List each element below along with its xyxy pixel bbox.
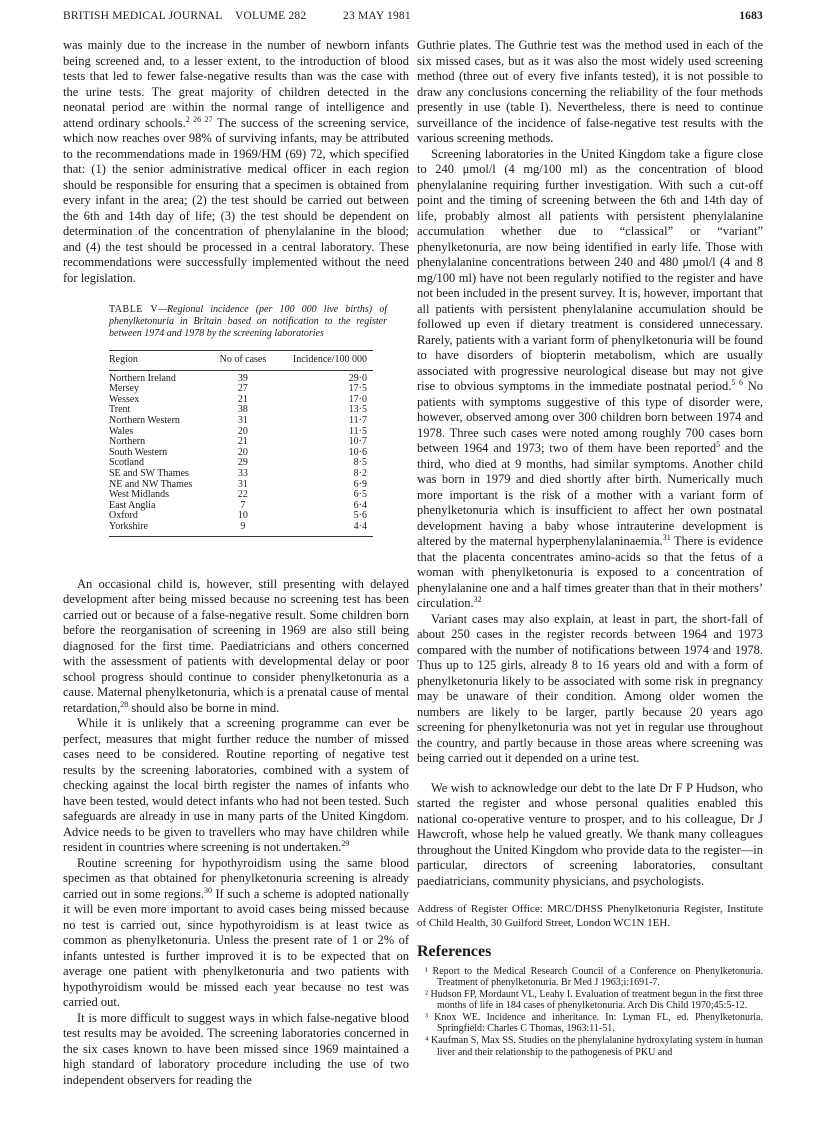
paragraph: It is more difficult to suggest ways in which false-negative blood test results may be avoided. The screening laboratories concerned in the six cases known to have been missed since 1969 maintained a high standard of laboratory procedure including the use of two independent observers for reading the bbox=[63, 1010, 409, 1087]
paragraph: was mainly due to the increase in the number of newborn infants being screened and, to a lesser extent, to the introduction of blood tests that led to fewer false-negative results than was the case with the urine tests. The great majority of children detected in the neonatal period are within the normal range of intelligence and attend ordinary schools.$^{2 26 27}$ The success of the screening service, which now reaches over 98% of surviving infants, may be attributed to the recommendations made in 1969/HM (69) 72, which specified that: (1) the senior administrative medical officer in each region should be responsible for ensuring that a specimen is obtained from every infant in the area; (2) the test should be carried out between the 6th and 14th day of life; (3) the test should be dependent on determination of the concentration of phenylalanine in the blood; and (4) the test should be processed in a central laboratory. These recommendations were successfully implemented without the need for legislation. bbox=[63, 38, 409, 285]
running-header bbox=[63, 10, 763, 32]
region-cell: Scotland bbox=[109, 457, 144, 469]
incidence-cell: 17·5 bbox=[348, 383, 367, 395]
cases-cell: 33 bbox=[237, 467, 248, 479]
region-cell: SE and SW Thames bbox=[109, 467, 189, 479]
incidence-cell: 6·4 bbox=[353, 499, 367, 511]
incidence-cell: 8·5 bbox=[353, 457, 367, 469]
column-header: No of cases bbox=[214, 351, 273, 371]
incidence-table bbox=[109, 350, 373, 537]
references-heading: References bbox=[417, 943, 492, 960]
incidence-cell: 10·7 bbox=[348, 436, 367, 448]
incidence-cell: 10·6 bbox=[348, 446, 367, 458]
cases-cell: 31 bbox=[237, 414, 248, 426]
cases-cell: 21 bbox=[237, 436, 248, 448]
incidence-cell: 6·9 bbox=[353, 478, 367, 490]
reference-item: ³ Knox WE. Incidence and inheritance. In: Lyman FL, ed. Phenylketonuria. Springfield: Charles C Thomas, 1963:11-51. bbox=[425, 1011, 763, 1035]
paragraph: An occasional child is, however, still presenting with delayed development after being missed because no screening test has been carried out or because of a false-negative result. Some children born before the reorganisation of screening in 1969 are also still being diagnosed for the first time. Paediatricians and others concerned with the assessment of patients with developmental delay or poor school progress should continue to consider phenylketonuria as a cause. Maternal phenylketonuria, which is a prenatal cause of mental retardation,$^{28}$ should also be borne in mind. bbox=[63, 576, 409, 715]
table-label: TABLE V bbox=[109, 304, 159, 315]
right-column bbox=[417, 38, 763, 1058]
reference-item: ² Hudson FP, Mordaunt VL, Leahy I. Evaluation of treatment begun in the first three months of life in 184 cases of phenylketonuria. Arch Dis Child 1970;45:5-12. bbox=[425, 988, 763, 1012]
table-header-row bbox=[109, 351, 373, 371]
incidence-cell: 17·0 bbox=[348, 393, 367, 405]
citation: 31 bbox=[662, 532, 671, 542]
table-row bbox=[109, 370, 373, 384]
cases-cell: 27 bbox=[237, 383, 248, 395]
column-header: Incidence/100 000 bbox=[272, 351, 373, 371]
paragraph: Variant cases may also explain, at least in part, the short-fall of about 250 cases in the register records between 1964 and 1973 compared with the number of notifications between 1974 and 1978. Thus up to 125 girls, already 8 to 16 years old and with a form of phenylketonuria likely to be associated with some risk in pregnancy may be unaware of their condition. Among older women the numbers are likely to be larger, partly because 20 years ago screening for phenylketonuria was not yet in regular use throughout the country, and partly because in those areas where screening was being carried out it depended on a urine test. bbox=[417, 611, 763, 765]
volume-number: VOLUME 282 bbox=[235, 10, 307, 22]
cases-cell: 29 bbox=[237, 457, 248, 469]
table-caption: TABLE V—Regional incidence (per 100 000 live births) of phenylketonuria in Britain based on notification to the register between 1974 and 1978 by the screening laboratories bbox=[109, 304, 387, 339]
table-row bbox=[109, 522, 373, 536]
table-row bbox=[109, 469, 373, 480]
citation: 29 bbox=[341, 838, 350, 848]
region-cell: Northern Western bbox=[109, 414, 180, 426]
citation: 5 bbox=[716, 439, 721, 449]
table-row bbox=[109, 416, 373, 427]
cases-cell: 20 bbox=[237, 425, 248, 437]
region-cell: Northern bbox=[109, 436, 146, 448]
region-cell: Wessex bbox=[109, 393, 140, 405]
page-number: 1683 bbox=[739, 10, 763, 22]
left-column bbox=[63, 38, 409, 1088]
incidence-cell: 4·4 bbox=[272, 522, 373, 536]
paragraph: Screening laboratories in the United Kingdom take a figure close to 240 μmol/l (4 mg/100 ml) as the concentration of blood phenylalanine requiring further investigation. With such a cut-off point and the timing of screening between the 6th and 14th day of life, probably almost all patients with persistent phenylalanine accumulation whether due to “classical” or “variant” phenylketonuria, are now being identified in early life. Those with phenylalanine concentrations between 240 and 480 μmol/l (4 and 8 mg/100 ml) have not been regularly notified to the register and have not been included in the present survey. It is, however, important that all patients with persistent phenylalanine accumulation should be followed up even if dietary treatment is considered unnecessary. Rarely, patients with a variant form of phenylketonuria will be found to have disorders of biopterin metabolism, which are usually associated with progressive neurological disease but may not give rise to obvious symptoms in the immediate postnatal period.$^{5 6}$ No patients with symptoms suggestive of this type of disorder were, however, observed among over 300 children born between 1974 and 1978. Three such cases were noted among roughly 700 cases born between 1964 and 1973; two of them have been reported$^5$ and the third, who died at 9 months, had similar symptoms. Another child was born in 1979 and died shortly after birth. Numerically much more important is the risk of a mother with a variant form of phenylketonuria which is insufficient to affect her own postnatal development having a baby whose intrauterine development is altered by the maternal hyperphenylalaninaemia.$^{31}$ There is evidence that the placenta concentrates amino-acids so that the fetus of a woman with phenylketonuria is exposed to a concentration of phenylalanine one and a half times greater than that in their mothers’ circulation.$^{32}$ bbox=[417, 146, 764, 610]
region-cell: NE and NW Thames bbox=[109, 478, 193, 490]
incidence-cell: 11·5 bbox=[349, 425, 367, 437]
cases-cell: 9 bbox=[214, 522, 273, 536]
region-cell: South Western bbox=[109, 446, 168, 458]
incidence-cell: 5·6 bbox=[353, 510, 367, 522]
cases-cell: 7 bbox=[240, 499, 246, 511]
incidence-cell: 6·5 bbox=[353, 489, 367, 501]
cases-cell: 20 bbox=[237, 446, 248, 458]
region-cell: Yorkshire bbox=[109, 522, 214, 536]
cases-cell: 38 bbox=[237, 404, 248, 416]
reference-list bbox=[417, 966, 763, 1059]
region-cell: Oxford bbox=[109, 510, 138, 522]
incidence-cell: 29·0 bbox=[348, 372, 367, 384]
reference-item: ⁴ Kaufman S, Max SS. Studies on the phenylalanine hydroxylating system in human liver and their relationship to the pathogenesis of PKU and bbox=[425, 1035, 763, 1058]
reference-item: ¹ Report to the Medical Research Council of a Conference on Phenylketonuria. Treatment of phenylketonuria. Br Med J 1963;i:1691-7. bbox=[425, 965, 763, 989]
cases-cell: 21 bbox=[237, 393, 248, 405]
column-header: Region bbox=[109, 351, 214, 371]
cases-cell: 10 bbox=[237, 510, 248, 522]
citation: 32 bbox=[473, 594, 482, 604]
incidence-cell: 13·5 bbox=[348, 404, 367, 416]
journal-title: BRITISH MEDICAL JOURNAL bbox=[63, 10, 223, 22]
incidence-cell: 8·2 bbox=[353, 467, 367, 479]
region-cell: West Midlands bbox=[109, 489, 170, 501]
issue-date: 23 MAY 1981 bbox=[343, 10, 411, 22]
incidence-cell: 11·7 bbox=[349, 414, 367, 426]
acknowledgement: We wish to acknowledge our debt to the late Dr F P Hudson, who started the register and whose personal qualities enabled this national co-operative venture to prosper, and to his colleague, Dr J Hawcroft, whose help he valued greatly. We thank many colleagues throughout the United Kingdom who provide data to the register—in particular, directors of screening laboratories, consultant paediatricians, community physicians, and psychologists. bbox=[417, 780, 763, 888]
register-address: Address of Register Office: MRC/DHSS Phenylketonuria Register, Institute of Child Health, 30 Guilford Street, London WC1N 1EH. bbox=[417, 903, 763, 929]
citation: 5 6 bbox=[731, 377, 744, 387]
citation: 2 26 27 bbox=[185, 114, 213, 124]
region-cell: Mersey bbox=[109, 383, 139, 395]
paragraph: While it is unlikely that a screening programme can ever be perfect, measures that might further reduce the number of missed cases need to be considered. Routine reporting of negative test results by the screening laboratories, combined with a system of checking against the local birth register the names of infants who have been tested, would detect infants who had not been tested. Such safeguards are already in use in many parts of the United Kingdom. Advice needs to be given to travellers who may have children while resident in countries where screening is not undertaken.$^{29}$ bbox=[63, 716, 409, 854]
paragraph: Routine screening for hypothyroidism using the same blood specimen as that obtained for phenylketonuria screening is already carried out in some regions.$^{30}$ If such a scheme is adopted nationally it will be even more important to avoid cases being missed because no test is carried out, since hypothyroidism is at least twice as common as phenylketonuria. Unless the present rate of 1 or 2% of infants untested is further improved it is to be expected that on average one patient with phenylketonuria and two patients with hypothyroidism would be missed each year because no test was carried out. bbox=[63, 855, 409, 1009]
cases-cell: 31 bbox=[237, 478, 248, 490]
paragraph: Guthrie plates. The Guthrie test was the method used in each of the six missed cases, but as it was also the most widely used screening method (three out of every five infants tested), it is not possible to draw any conclusions concerning the reliability of the four methods presently in use (table I). Nevertheless, there is need to continue surveillance of the incidence of false-negative test results with the various screening methods. bbox=[417, 38, 763, 145]
region-cell: East Anglia bbox=[109, 499, 156, 511]
region-cell: Wales bbox=[109, 425, 134, 437]
cases-cell: 22 bbox=[237, 489, 248, 501]
cases-cell: 39 bbox=[237, 372, 248, 384]
region-cell: Northern Ireland bbox=[109, 372, 176, 384]
citation: 28 bbox=[120, 699, 129, 709]
region-cell: Trent bbox=[109, 404, 131, 416]
citation: 30 bbox=[203, 885, 212, 895]
